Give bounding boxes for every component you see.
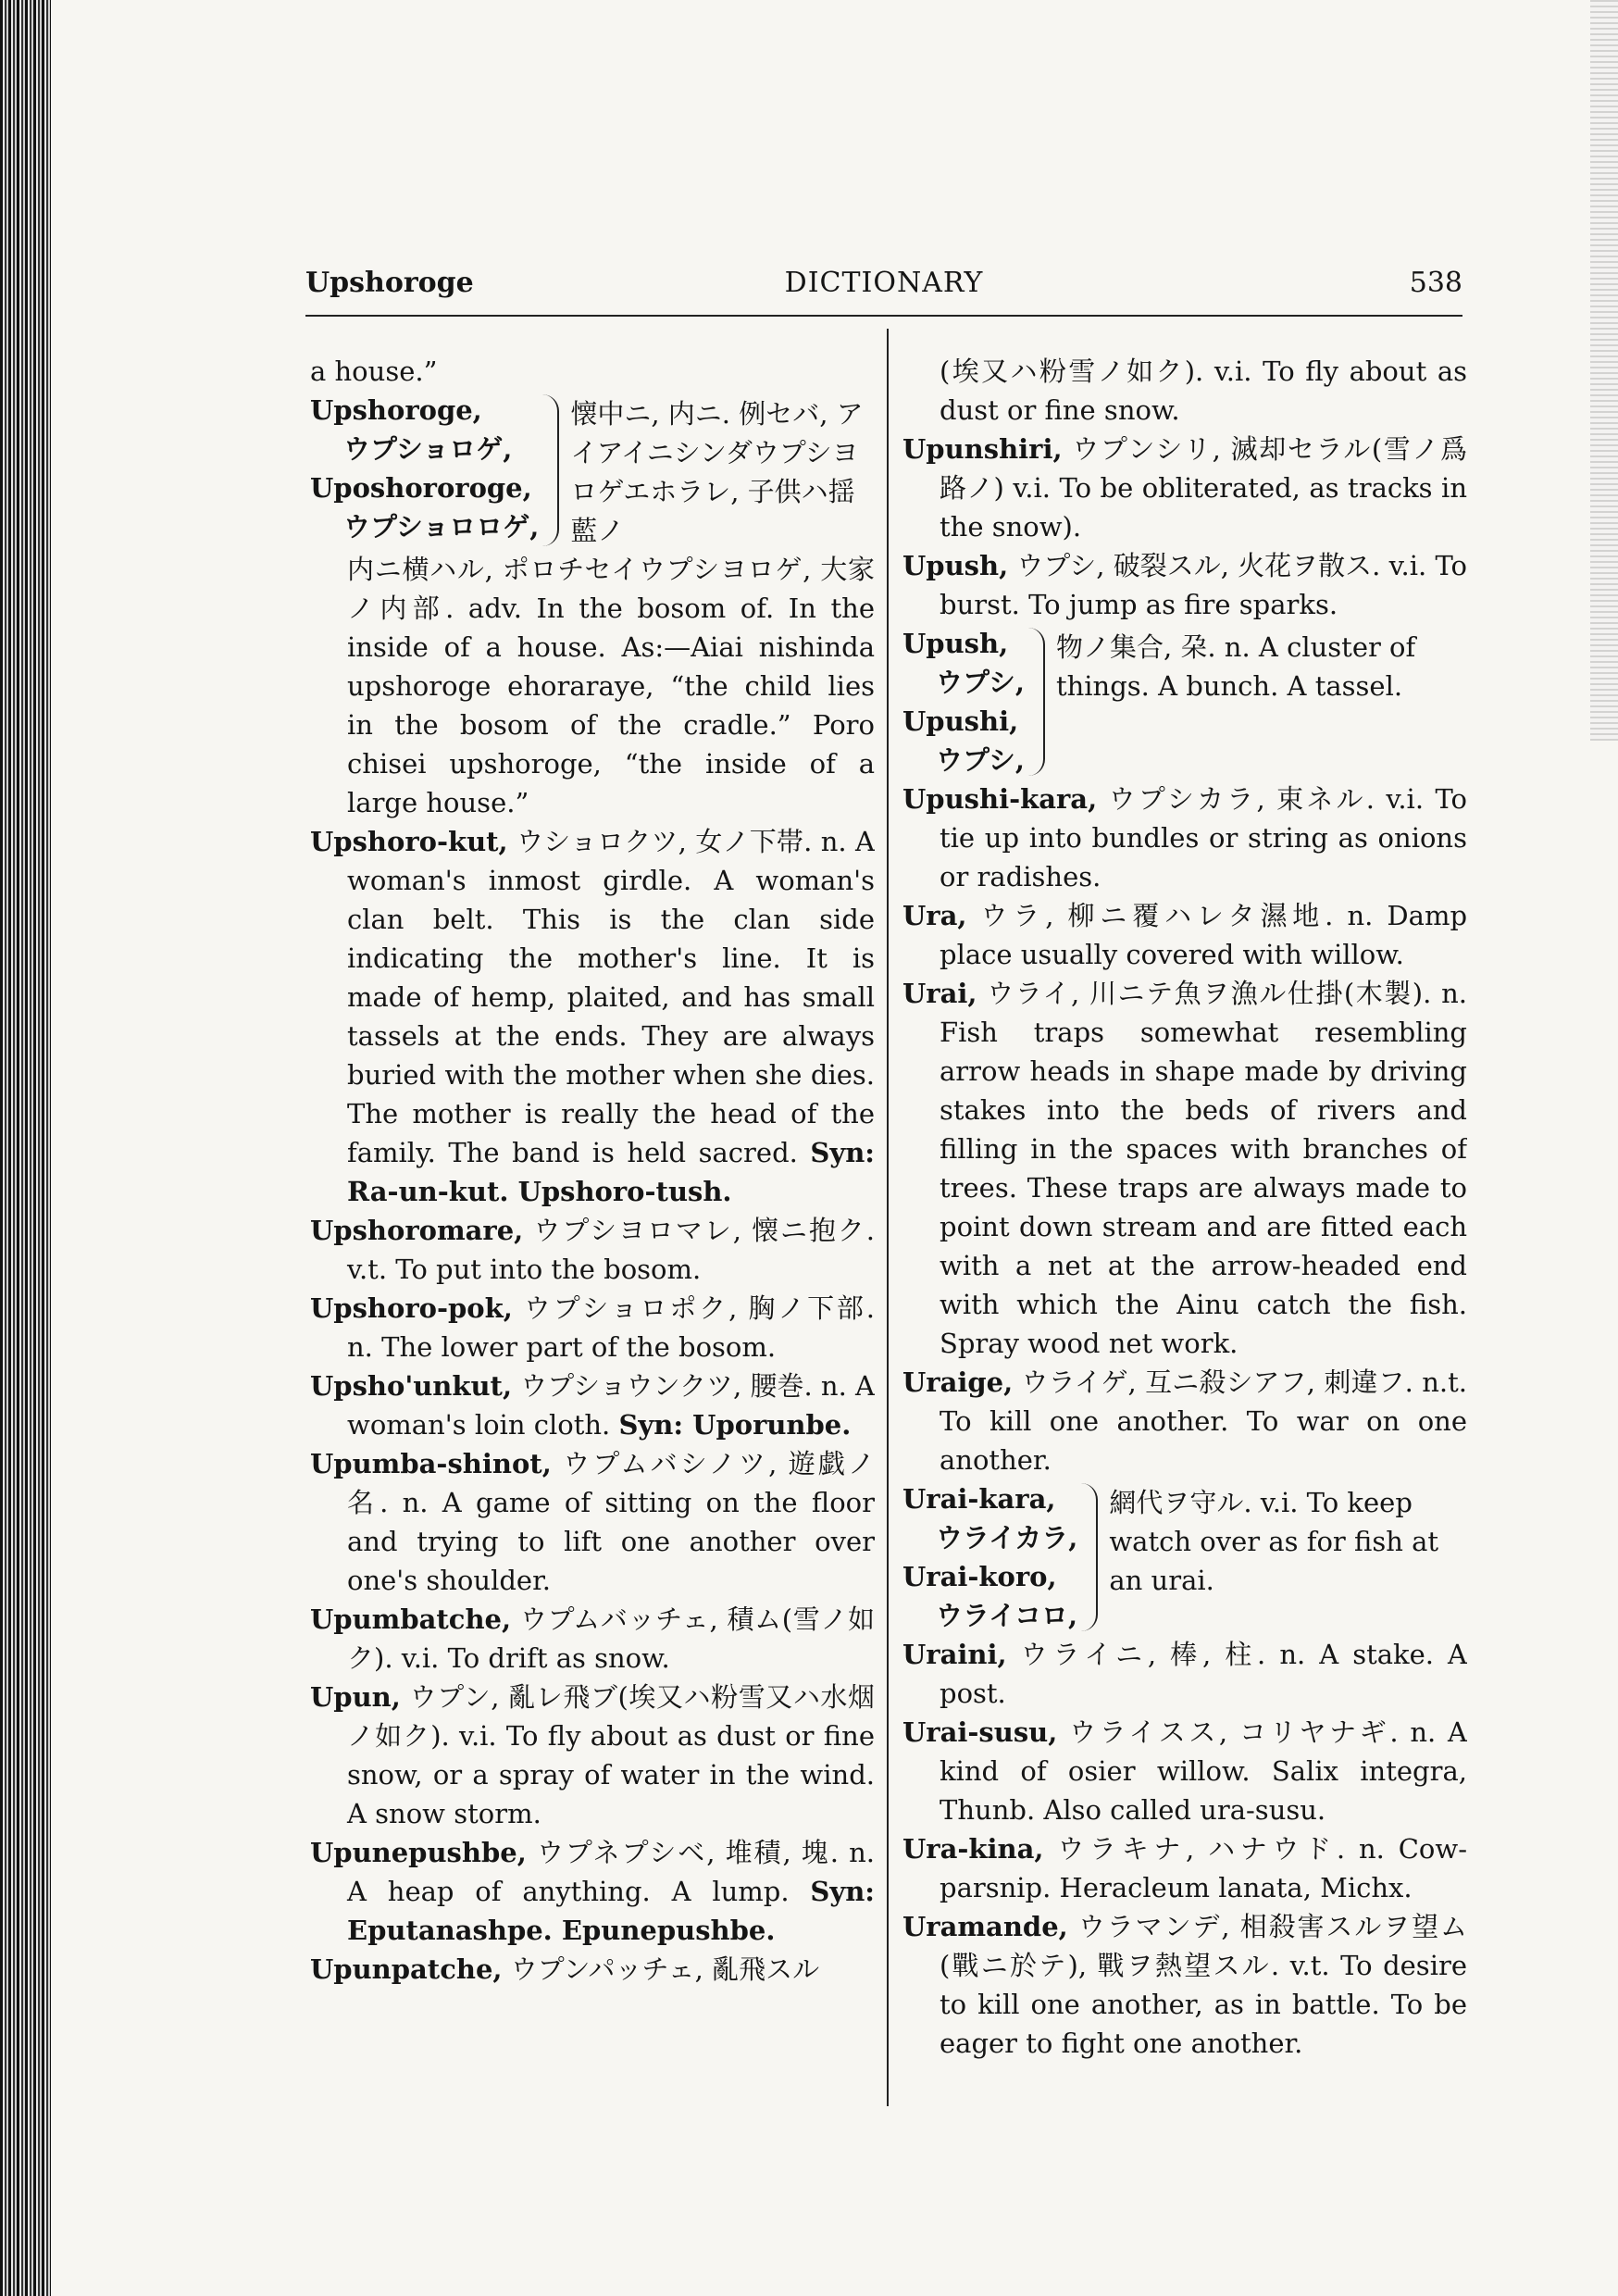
headword-kana: ウプシ, [936,744,1025,776]
headword: Upushi, [902,705,1019,737]
definition: ウプシカラ, 束ネル. v.i. To tie up into bundles or string as onions or radishes. [940,783,1467,892]
definition: ウラキナ, ハナウド. n. Cow-parsnip. Heracleum lanata, Michx. [940,1833,1467,1903]
headword: Upush, [902,550,1009,581]
dictionary-entry [310,1289,875,1366]
headword-kana: ウライカラ, [936,1522,1078,1554]
page-header [305,267,1462,313]
dictionary-entry: a house.” [310,356,438,387]
definition: ウショロクツ, 女ノ下帯. n. A woman's inmost girdle. A woman's clan belt. This is the clan side indicating the mother's line. It is made of hemp, plaited, and has small tassels at the ends. They are always buried with the mother when she dies. The mother is really the head of the family. The band is held sacred. [347,826,875,1168]
right-column [902,352,1467,2111]
definition: ウプンパッチェ, 亂飛スル [510,1953,820,1985]
headword: Upshoroge, [310,394,482,426]
page-number: 538 [1409,267,1462,299]
dictionary-entry [902,974,1467,1363]
column-divider [887,329,889,2106]
entry-group-braced [310,391,875,550]
synonym: Syn: Eputanashpe. Epunepushbe. [347,1876,875,1946]
definition: ウラマンデ, 相殺害スルヲ望ム(戰ニ於テ), 戰ヲ熱望スル. v.t. To desire to kill one another, as in battle. To be eager to fight one another. [940,1911,1467,2059]
definition: ウライニ, 棒, 柱. n. A stake. A post. [940,1639,1467,1709]
headword: Upsho'unkut, [310,1370,513,1402]
dictionary-entry [902,546,1467,624]
headword: Upumbatche, [310,1603,512,1635]
definition-continued: (埃又ハ粉雪ノ如ク). v.i. To fly about as dust or fine snow. [940,356,1467,426]
headword: Uraini, [902,1639,1007,1670]
definition: 網代ヲ守ル. v.i. To keep watch over as for fish at an urai. [1109,1487,1439,1596]
headword: Urai-kara, [902,1483,1056,1515]
page-edge-shadow [1590,0,1618,741]
definition-continued: 内ニ横ハル, ポロチセイウプシヨロゲ, 大家ノ内部. adv. In the bosom of. In the inside of a house. As:—Aiai nishinda upshoroge ehoraraye, “the child lies in the bosom of the cradle.” Poro chisei upshoroge, “the inside of a large house.” [347,554,875,818]
headword: Uramande, [902,1911,1068,1942]
dictionary-entry [310,1211,875,1289]
dictionary-entry [310,1600,875,1678]
definition: ウプムバッチェ, 積ム(雪ノ如ク). v.i. To drift as snow. [347,1603,875,1674]
headword: Ura-kina, [902,1833,1044,1865]
headword-kana: ウプショロゲ, [343,433,513,465]
synonym: Syn: Ra-un-kut. Upshoro-tush. [347,1137,875,1207]
dictionary-entry [902,1907,1467,2063]
headword: Uposhororoge, [310,472,532,504]
book-binding-scan-edge [0,0,51,2296]
headword: Urai, [902,978,977,1009]
headword: Upumba-shinot, [310,1448,552,1479]
headword: Upunepushbe, [310,1837,527,1868]
headword-kana: ウプシ, [936,667,1025,698]
headword: Urai-susu, [902,1716,1058,1748]
definition: ウプムバシノツ, 遊戯ノ名. n. A game of sitting on the floor and trying to lift one another over one's shoulder. [347,1448,875,1596]
definition: ウプシヨロマレ, 懐ニ抱ク. v.t. To put into the bosom. [347,1215,875,1285]
brace-bracket [1028,628,1045,776]
left-column [310,352,875,2111]
headword: Uraige, [902,1366,1014,1398]
synonym: Syn: Uporunbe. [618,1409,852,1441]
dictionary-entry [902,896,1467,974]
dictionary-entry [310,1678,875,1833]
headword: Upshoromare, [310,1215,524,1246]
headword: Upshoro-kut, [310,826,508,857]
headword: Upun, [310,1681,401,1713]
dictionary-entry [902,780,1467,896]
headword: Upush, [902,628,1009,659]
headword-kana: ウライコロ, [936,1600,1078,1631]
definition: ウプンシリ, 滅却セラル(雪ノ爲路ノ) v.i. To be obliterated, as tracks in the snow). [940,433,1467,543]
definition: ウライゲ, 互ニ殺シアフ, 刺違フ. n.t. To kill one another. To war on one another. [940,1366,1467,1476]
definition: ウプシ, 破裂スル, 火花ヲ散ス. v.i. To burst. To jump as fire sparks. [940,550,1467,620]
definition: ウプン, 亂レ飛ブ(埃又ハ粉雪又ハ水烟ノ如ク). v.i. To fly about as dust or fine snow, or a spray of water in the wind. A snow storm. [347,1681,875,1829]
dictionary-entry [902,430,1467,546]
headword: Upshoro-pok, [310,1292,513,1324]
headword: Ura, [902,900,967,931]
dictionary-entry [902,1363,1467,1479]
dictionary-entry [310,1833,875,1950]
guide-word: Upshoroge [305,267,474,299]
headword-kana: ウプショロロゲ, [343,511,540,543]
brace-bracket [542,394,559,546]
definition: ウラ, 柳ニ覆ハレタ濕地. n. Damp place usually covered with willow. [940,900,1467,970]
entry-group-braced [902,624,1467,780]
headword: Upunpatche, [310,1953,503,1985]
dictionary-entry [310,1950,875,1989]
header-rule [305,315,1462,317]
definition: 物ノ集合, 朶. n. A cluster of things. A bunch. A tassel. [1055,631,1416,702]
definition: ウプショウンクツ, 腰巻. n. A woman's loin cloth. [347,1370,875,1441]
running-title: DICTIONARY [784,267,984,299]
headword: Upushi-kara, [902,783,1098,815]
definition: ウプネプシベ, 堆積, 塊. n. A heap of anything. A lump. [347,1837,875,1907]
brace-bracket [1081,1483,1098,1631]
dictionary-entry [310,1444,875,1600]
dictionary-entry [310,822,875,1211]
dictionary-entry [310,1366,875,1444]
dictionary-entry [902,1713,1467,1829]
definition: ウプショロポク, 胸ノ下部. n. The lower part of the bosom. [347,1292,875,1363]
dictionary-entry [902,1829,1467,1907]
definition: ウライスス, コリヤナギ. n. A kind of osier willow. Salix integra, Thunb. Also called ura-susu. [940,1716,1467,1826]
headword: Urai-koro, [902,1561,1057,1592]
headword: Upunshiri, [902,433,1063,465]
definition: ウライ, 川ニテ魚ヲ漁ル仕掛(木製). n. Fish traps somewhat resembling arrow heads in shape made by driving stakes into the beds of rivers and filling in the spaces with branches of trees. These traps are always made to point down stream and are fitted each with a net at the arrow-headed end with which the Ainu catch the fish. Spray wood net work. [940,978,1467,1359]
entry-group-braced [902,1479,1467,1635]
dictionary-entry [902,1635,1467,1713]
definition: 懐中ニ, 内ニ. 例セバ, アイアイニシンダウプシヨロゲエホラレ, 子供ハ揺藍ノ [570,398,864,546]
